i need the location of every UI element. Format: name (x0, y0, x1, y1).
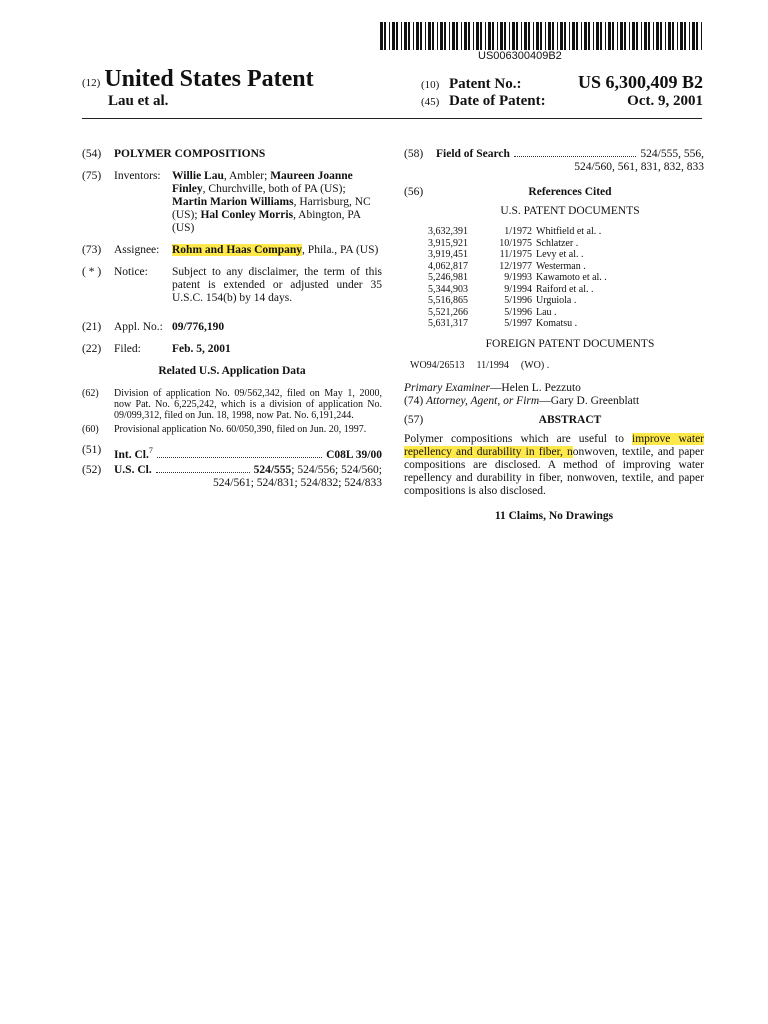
inventors-list (172, 170, 382, 235)
doc-date: 5/1997 (504, 318, 532, 329)
patent-no-label: Patent No.: (449, 76, 522, 92)
filed-entry (82, 343, 382, 356)
examiner-label: Primary Examiner (404, 381, 490, 394)
doc-inventor: Kawamoto et al. . (536, 272, 607, 283)
inventor-location: , Churchville, both of PA (US); (202, 183, 346, 195)
examiner-line (404, 382, 704, 395)
doc-number: 5,631,317 (428, 318, 468, 329)
field-search-line1: 524/555, 556, (640, 148, 704, 160)
assignee-entry (82, 244, 382, 257)
dot-leader (514, 156, 637, 157)
doc-inventor: Schlatzer . (536, 237, 579, 249)
field-search-line2: 524/560, 561, 831, 832, 833 (574, 161, 704, 173)
division-entry (82, 388, 382, 421)
doc-date: 11/1994 (476, 359, 509, 371)
code-52: (52) (82, 463, 102, 476)
doc-number: 5,521,266 (428, 306, 468, 318)
code-54: (54) (82, 148, 102, 160)
us-doc-row (428, 261, 704, 273)
doc-date: 5/1996 (504, 306, 532, 318)
us-doc-row (428, 307, 704, 319)
doc-number: 4,062,817 (428, 260, 468, 272)
inventor-location: , Ambler; (223, 170, 271, 182)
us-doc-row (428, 318, 704, 330)
us-doc-row (428, 238, 704, 250)
notice-entry (82, 266, 382, 305)
barcode-number: US006300409B2 (478, 50, 562, 62)
us-cl-label: U.S. Cl. (114, 463, 152, 476)
abstract-highlight: improve water repellency and durability in fiber, n (404, 432, 704, 458)
dot-leader (156, 472, 250, 473)
division-text: Division of application No. 09/562,342, filed on May 1, 2000, now Pat. No. 6,225,242, which is a division of application No. 09/099,312, filed on Jun. 18, 1998, now Pat. No. 6,191,244. (114, 388, 382, 421)
foreign-docs-heading: FOREIGN PATENT DOCUMENTS (485, 337, 655, 350)
field-search-label: Field of Search (436, 148, 510, 160)
doc-inventor: Whitfield et al. . (536, 226, 602, 237)
inventor-name: Martin Marion Williams (172, 196, 294, 208)
provisional-text: Provisional application No. 60/050,390, filed on Jun. 20, 1997. (114, 424, 367, 435)
code-56: (56) (404, 186, 424, 198)
patent-type-title: United States Patent (104, 66, 314, 92)
us-doc-row (428, 295, 704, 307)
int-cl-entry (82, 444, 382, 462)
us-docs-heading: U.S. PATENT DOCUMENTS (500, 205, 640, 217)
code-60: (60) (82, 424, 99, 435)
us-docs-table (428, 226, 704, 330)
inventors-entry (82, 170, 382, 235)
references-heading: References Cited (528, 186, 612, 198)
int-cl-edition: 7 (148, 446, 153, 455)
code-51: (51) (82, 444, 102, 456)
doc-date: 9/1994 (504, 283, 532, 295)
inventor-location: , Harrisburg, NC (US); (172, 196, 371, 221)
us-doc-row (428, 272, 704, 284)
assignee-name: Rohm and Haas Company (172, 244, 303, 256)
notice-text: Subject to any disclaimer, the term of this patent is extended or adjusted under 35 U.S.C. 154(b) by 14 days. (172, 266, 382, 304)
abstract-heading-row (404, 414, 704, 427)
foreign-docs-table (404, 359, 704, 372)
code-74: (74) (404, 394, 424, 407)
patent-identifiers (421, 72, 703, 114)
abstract-text (404, 433, 704, 498)
examiner-name: —Helen L. Pezzuto (489, 381, 581, 394)
doc-inventor: Raiford et al. . (536, 283, 594, 295)
us-cl-entry (82, 464, 382, 490)
int-cl-value: C08L 39/00 (326, 448, 382, 461)
abstract-heading: ABSTRACT (538, 413, 602, 426)
dot-leader (157, 457, 322, 458)
right-column (404, 148, 704, 533)
title-entry (82, 148, 382, 161)
inventors-short: Lau et al. (108, 93, 169, 109)
attorney-name: —Gary D. Greenblatt (539, 394, 640, 407)
inventor-name: Maureen Joanne Finley (172, 170, 353, 195)
abstract-part: Polymer compositions which are useful to (404, 432, 633, 445)
code-57: (57) (404, 413, 424, 426)
references-entry (404, 186, 704, 199)
doc-inventor: Urguiola . (536, 295, 577, 306)
patent-heading (82, 66, 314, 93)
code-22: (22) (82, 343, 102, 355)
doc-date: 9/1993 (504, 272, 532, 283)
doc-number: 3,632,391 (428, 226, 468, 237)
filed-label: Filed: (114, 343, 141, 355)
attorney-label: Attorney, Agent, or Firm (426, 394, 540, 407)
assignee-location: , Phila., PA (US) (302, 244, 379, 256)
code-21: (21) (82, 321, 102, 333)
appl-label: Appl. No.: (114, 321, 163, 333)
related-data-heading: Related U.S. Application Data (158, 365, 306, 377)
doc-number: 5,516,865 (428, 295, 468, 306)
doc-date: 1/1972 (504, 226, 532, 237)
code-73: (73) (82, 244, 102, 256)
doc-number: 3,915,921 (428, 237, 468, 249)
code-58: (58) (404, 148, 424, 160)
assignee-label: Assignee: (114, 244, 160, 256)
doc-inventor: Komatsu . (536, 318, 578, 329)
filed-date: Feb. 5, 2001 (172, 343, 231, 355)
invention-title: POLYMER COMPOSITIONS (114, 148, 266, 160)
code-10: (10) (421, 79, 440, 91)
int-cl-label: Int. Cl. (114, 448, 149, 461)
date-label: Date of Patent: (449, 93, 546, 109)
us-cl-secondary: ; 524/556; 524/560; (291, 463, 382, 476)
us-doc-row (428, 226, 704, 238)
us-cl-line2: 524/561; 524/831; 524/832; 524/833 (213, 476, 382, 489)
inventor-location: , Abington, PA (US) (172, 209, 361, 234)
code-75: (75) (82, 170, 102, 182)
claims-summary: 11 Claims, No Drawings (494, 509, 614, 522)
appl-number: 09/776,190 (172, 321, 225, 333)
field-search-entry (404, 148, 704, 174)
doc-date: 10/1975 (499, 237, 532, 249)
code-45: (45) (421, 96, 440, 108)
date-value: Oct. 9, 2001 (627, 93, 703, 109)
doc-country: (WO) . (520, 359, 550, 371)
doc-number: 5,246,981 (428, 272, 468, 283)
us-doc-row (428, 249, 704, 261)
doc-inventor: Westerman . (536, 260, 586, 272)
us-cl-primary: 524/555 (253, 463, 292, 476)
doc-number: WO94/26513 (410, 359, 465, 371)
barcode (380, 22, 702, 50)
doc-inventor: Lau . (536, 306, 557, 318)
appl-entry (82, 321, 382, 334)
inventors-label: Inventors: (114, 170, 161, 182)
us-doc-row (428, 284, 704, 296)
doc-date: 11/1975 (499, 249, 532, 260)
notice-label: Notice: (114, 266, 148, 278)
foreign-doc-row (410, 359, 704, 372)
doc-number: 3,919,451 (428, 249, 468, 260)
patent-no-value: US 6,300,409 B2 (577, 72, 703, 92)
attorney-entry (404, 395, 704, 408)
abstract-part: onwoven, textile, and paper compositions are disclosed. A method of improving water repellency and durability in fiber, nonwoven, textile, and paper compositions is also disclosed. (404, 445, 704, 497)
code-12: (12) (82, 77, 101, 89)
doc-number: 5,344,903 (428, 283, 468, 295)
left-column (82, 148, 382, 499)
provisional-entry (82, 424, 382, 435)
code-62: (62) (82, 388, 99, 399)
code-notice: ( * ) (82, 266, 102, 278)
doc-inventor: Levy et al. . (536, 249, 584, 260)
header-divider (82, 118, 702, 119)
inventor-name: Willie Lau (172, 170, 224, 182)
doc-date: 12/1977 (499, 260, 532, 272)
doc-date: 5/1996 (504, 295, 532, 306)
inventor-name: Hal Conley Morris (200, 209, 294, 221)
